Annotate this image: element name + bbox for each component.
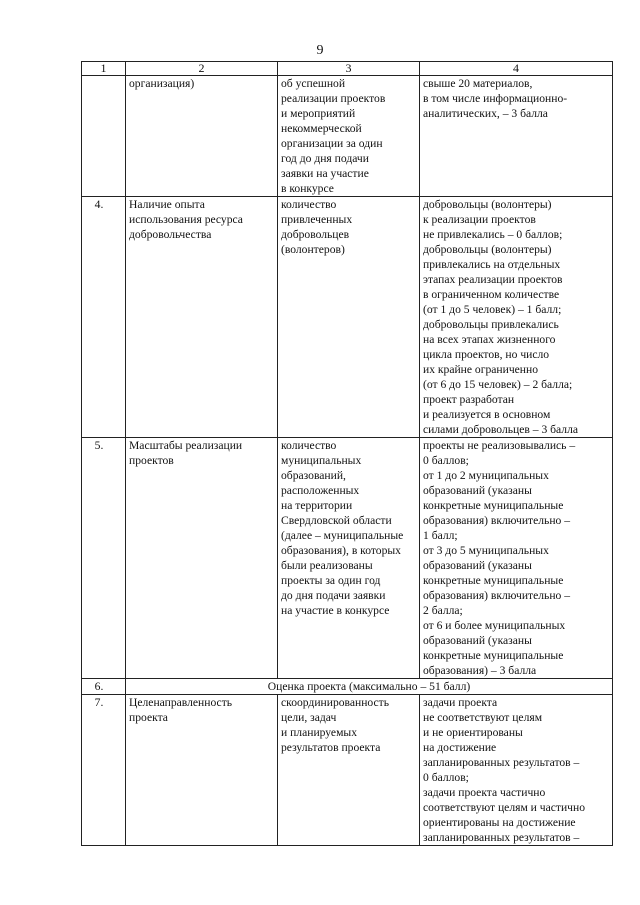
table-header-row <box>82 62 613 76</box>
criterion-cell: Масштабы реализации проектов <box>126 438 278 679</box>
scoring-cell: задачи проекта не соответствуют целям и не ориентированы на достижение запланированных результатов – 0 баллов; задачи проекта частично соответствуют целям и частично ориентированы на достижение запланированных результатов – <box>420 695 613 846</box>
table-row <box>82 695 613 846</box>
row-number: 4. <box>82 197 126 438</box>
criteria-table <box>81 61 613 846</box>
scoring-cell: проекты не реализовывались – 0 баллов; от 1 до 2 муниципальных образований (указаны конкретные муниципальные образования) включительно – 1 балл; от 3 до 5 муниципальных образований (указаны конкретные муниципальные образования) включительно – 2 балла; от 6 и более муниципальных образований (указаны конкретные муниципальные образования) – 3 балла <box>420 438 613 679</box>
table-row <box>82 76 613 197</box>
table-row <box>82 197 613 438</box>
table-row <box>82 438 613 679</box>
header-col-1: 1 <box>82 62 126 76</box>
criterion-cell: Наличие опыта использования ресурса добровольчества <box>126 197 278 438</box>
indicator-cell: об успешной реализации проектов и мероприятий некоммерческой организации за один год до дня подачи заявки на участие в конкурсе <box>278 76 420 197</box>
header-col-4: 4 <box>420 62 613 76</box>
criterion-cell: Целенаправленность проекта <box>126 695 278 846</box>
header-col-2: 2 <box>126 62 278 76</box>
scoring-cell: добровольцы (волонтеры) к реализации проектов не привлекались – 0 баллов; добровольцы (волонтеры) привлекались на отдельных этапах реализации проектов в ограниченном количестве (от 1 до 5 человек) – 1 балл; добровольцы привлекались на всех этапах жизненного цикла проектов, но число их крайне ограниченно (от 6 до 15 человек) – 2 балла; проект разработан и реализуется в основном силами добровольцев – 3 балла <box>420 197 613 438</box>
scoring-cell: свыше 20 материалов, в том числе информационно- аналитических, – 3 балла <box>420 76 613 197</box>
row-number: 6. <box>82 679 126 695</box>
row-number: 7. <box>82 695 126 846</box>
indicator-cell: скоординированность цели, задач и планируемых результатов проекта <box>278 695 420 846</box>
indicator-cell: количество муниципальных образований, расположенных на территории Свердловской области (далее – муниципальные образования), в которых были реализованы проекты за один год до дня подачи заявки на участие в конкурсе <box>278 438 420 679</box>
page-number: 9 <box>316 43 324 58</box>
row-number <box>82 76 126 197</box>
criterion-cell: организация) <box>126 76 278 197</box>
section-title: Оценка проекта (максимально – 51 балл) <box>126 679 613 695</box>
row-number: 5. <box>82 438 126 679</box>
section-row <box>82 679 613 695</box>
indicator-cell: количество привлеченных добровольцев (волонтеров) <box>278 197 420 438</box>
header-col-3: 3 <box>278 62 420 76</box>
